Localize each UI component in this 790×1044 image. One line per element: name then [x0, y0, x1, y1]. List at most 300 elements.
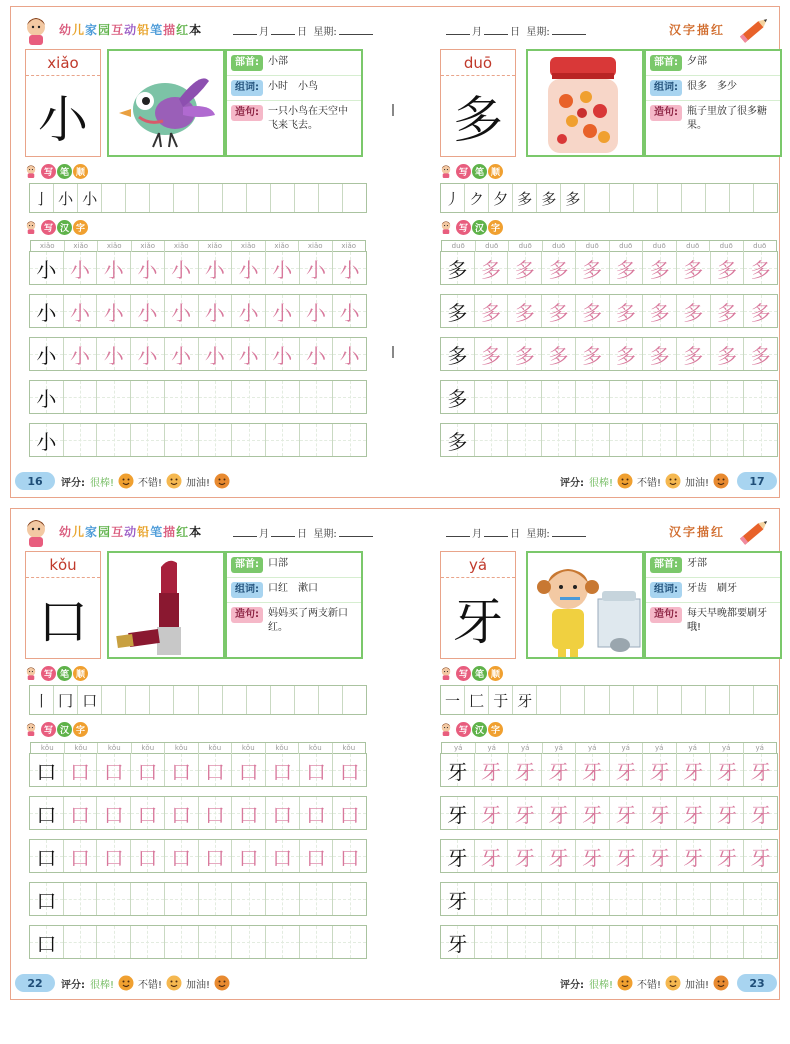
empty-practice-cell[interactable]: [610, 381, 644, 413]
empty-practice-cell[interactable]: [232, 883, 266, 915]
grid-character: 口: [272, 759, 293, 784]
stroke-cell[interactable]: [682, 184, 706, 212]
empty-practice-cell[interactable]: [677, 424, 711, 456]
empty-practice-cell[interactable]: [300, 381, 334, 413]
trace-character-cell[interactable]: [576, 252, 610, 284]
empty-practice-cell[interactable]: [97, 381, 131, 413]
trace-character-cell[interactable]: [64, 840, 98, 872]
empty-practice-cell[interactable]: [333, 424, 366, 456]
day-blank[interactable]: [271, 26, 295, 35]
trace-character-cell[interactable]: [677, 797, 711, 829]
stroke-cell[interactable]: [174, 184, 198, 212]
trace-character-cell[interactable]: [165, 338, 199, 370]
grid-character: 牙: [716, 802, 737, 827]
model-character-cell: [30, 381, 64, 413]
empty-practice-cell[interactable]: [333, 381, 366, 413]
empty-practice-cell[interactable]: [677, 883, 711, 915]
empty-practice-cell[interactable]: [542, 424, 576, 456]
grid-character: 口: [103, 759, 124, 784]
trace-character-cell[interactable]: [333, 338, 366, 370]
trace-character-cell[interactable]: [576, 840, 610, 872]
trace-character-cell[interactable]: [643, 252, 677, 284]
model-character-cell: [441, 840, 475, 872]
grid-character: 牙: [548, 802, 569, 827]
page-footer: [560, 471, 777, 491]
trace-character-cell[interactable]: [677, 338, 711, 370]
grid-character: 口: [305, 759, 326, 784]
trace-character-cell[interactable]: [643, 754, 677, 786]
keep-going-face-icon[interactable]: [713, 473, 729, 489]
write-characters-heading: [23, 217, 89, 237]
empty-practice-cell[interactable]: [542, 883, 576, 915]
stroke-cell[interactable]: [610, 686, 634, 714]
trace-character-cell[interactable]: [64, 295, 98, 327]
trace-character-cell[interactable]: [266, 295, 300, 327]
trace-character-cell[interactable]: [744, 754, 777, 786]
stroke-cell[interactable]: [537, 686, 561, 714]
trace-character-cell[interactable]: [232, 797, 266, 829]
stroke-cell[interactable]: [271, 686, 295, 714]
trace-character-cell[interactable]: [475, 252, 509, 284]
empty-practice-cell[interactable]: [576, 424, 610, 456]
grid-character: 牙: [481, 802, 502, 827]
girl-mascot-icon: [23, 664, 39, 682]
series-title-char: 笔: [150, 525, 164, 539]
series-title-char: 幼: [59, 525, 73, 539]
keep-going-face-icon[interactable]: [713, 975, 729, 991]
pinyin-guide: kǒu: [132, 743, 166, 754]
empty-practice-cell[interactable]: [97, 926, 131, 958]
trace-character-cell[interactable]: [333, 797, 366, 829]
trace-character-cell[interactable]: [643, 295, 677, 327]
trace-character-cell[interactable]: [677, 252, 711, 284]
empty-practice-cell[interactable]: [508, 424, 542, 456]
trace-character-cell[interactable]: [131, 252, 165, 284]
date-line: [444, 525, 588, 540]
great-face-icon[interactable]: [617, 975, 633, 991]
trace-character-cell[interactable]: [475, 840, 509, 872]
trace-character-cell[interactable]: [677, 840, 711, 872]
score-keep-going-label: 加油!: [684, 979, 709, 991]
empty-practice-cell[interactable]: [610, 424, 644, 456]
trace-character-cell[interactable]: [508, 338, 542, 370]
empty-practice-cell[interactable]: [475, 926, 509, 958]
empty-practice-cell[interactable]: [744, 381, 777, 413]
month-blank[interactable]: [446, 528, 470, 537]
stroke-cell: 小: [78, 184, 102, 212]
trace-character-cell[interactable]: [576, 338, 610, 370]
stroke-cell[interactable]: [585, 686, 609, 714]
empty-practice-cell[interactable]: [300, 424, 334, 456]
trace-character-cell[interactable]: [711, 252, 745, 284]
trace-character-cell[interactable]: [610, 840, 644, 872]
trace-character-cell[interactable]: [165, 797, 199, 829]
great-face-icon[interactable]: [118, 975, 134, 991]
empty-practice-cell[interactable]: [643, 381, 677, 413]
pinyin-guide: kǒu: [31, 743, 65, 754]
empty-practice-cell[interactable]: [744, 926, 777, 958]
trace-character-cell[interactable]: [542, 338, 576, 370]
empty-practice-cell[interactable]: [165, 883, 199, 915]
stroke-cell[interactable]: [295, 184, 319, 212]
empty-practice-cell[interactable]: [199, 381, 233, 413]
character-large: 小: [38, 91, 88, 149]
grid-character: 口: [171, 845, 192, 870]
empty-practice-cell[interactable]: [677, 381, 711, 413]
trace-character-cell[interactable]: [64, 338, 98, 370]
stroke-cell[interactable]: [561, 686, 585, 714]
trace-character-cell[interactable]: [64, 797, 98, 829]
trace-character-cell[interactable]: [266, 754, 300, 786]
weekday-blank[interactable]: [339, 528, 373, 537]
trace-character-cell[interactable]: [266, 797, 300, 829]
character-pinyin: xiǎo: [26, 50, 100, 76]
trace-character-cell[interactable]: [199, 252, 233, 284]
great-face-icon[interactable]: [617, 473, 633, 489]
stroke-cell[interactable]: [319, 184, 343, 212]
stroke-cell[interactable]: [658, 686, 682, 714]
empty-practice-cell[interactable]: [64, 424, 98, 456]
trace-character-cell[interactable]: [64, 754, 98, 786]
trace-character-cell[interactable]: [643, 797, 677, 829]
trace-character-cell[interactable]: [508, 252, 542, 284]
grid-character: 多: [615, 343, 636, 368]
trace-character-cell[interactable]: [97, 797, 131, 829]
empty-practice-cell[interactable]: [475, 381, 509, 413]
empty-practice-cell[interactable]: [232, 424, 266, 456]
stroke-cell[interactable]: [102, 686, 126, 714]
stroke-cell[interactable]: [658, 184, 682, 212]
empty-practice-cell[interactable]: [576, 926, 610, 958]
trace-character-cell[interactable]: [266, 840, 300, 872]
trace-character-cell[interactable]: [199, 840, 233, 872]
pinyin-guide: xiǎo: [31, 241, 65, 252]
empty-practice-cell[interactable]: [64, 381, 98, 413]
trace-character-cell[interactable]: [610, 754, 644, 786]
grid-character: 小: [305, 257, 326, 282]
score-good-label: 不错!: [636, 979, 661, 991]
stroke-cell[interactable]: [706, 686, 730, 714]
tracing-row: [29, 380, 367, 414]
trace-character-cell[interactable]: [97, 840, 131, 872]
trace-character-cell[interactable]: [542, 797, 576, 829]
model-character-cell: [441, 252, 475, 284]
weekday-blank[interactable]: [552, 528, 586, 537]
trace-character-cell[interactable]: [576, 754, 610, 786]
trace-character-cell[interactable]: [199, 295, 233, 327]
stroke-cell[interactable]: [150, 184, 174, 212]
month-blank[interactable]: [446, 26, 470, 35]
empty-practice-cell[interactable]: [165, 424, 199, 456]
stroke-cell[interactable]: [174, 686, 198, 714]
series-title-char: 互: [111, 525, 125, 539]
trace-character-cell[interactable]: [199, 754, 233, 786]
weekday-blank[interactable]: [339, 26, 373, 35]
empty-practice-cell[interactable]: [300, 926, 334, 958]
grid-character: 多: [481, 257, 502, 282]
pinyin-guide: yá: [643, 743, 677, 754]
trace-character-cell[interactable]: [199, 338, 233, 370]
trace-character-cell[interactable]: [300, 252, 334, 284]
tracing-row: [440, 925, 778, 959]
stroke-cell[interactable]: [754, 184, 777, 212]
empty-practice-cell[interactable]: [643, 424, 677, 456]
trace-character-cell[interactable]: [508, 797, 542, 829]
stroke-cell[interactable]: [271, 184, 295, 212]
trace-character-cell[interactable]: [542, 754, 576, 786]
trace-character-cell[interactable]: [610, 797, 644, 829]
stroke-cell[interactable]: [730, 184, 754, 212]
empty-practice-cell[interactable]: [508, 883, 542, 915]
trace-character-cell[interactable]: [333, 840, 366, 872]
trace-character-cell[interactable]: [64, 252, 98, 284]
stroke-cell[interactable]: [319, 686, 343, 714]
stroke-cell[interactable]: [223, 184, 247, 212]
grid-character: 牙: [481, 759, 502, 784]
empty-practice-cell[interactable]: [165, 926, 199, 958]
trace-character-cell[interactable]: [711, 797, 745, 829]
stroke-cell[interactable]: [247, 686, 271, 714]
series-title-char: 儿: [72, 525, 86, 539]
trace-character-cell[interactable]: [475, 754, 509, 786]
empty-practice-cell[interactable]: [677, 926, 711, 958]
stroke-cell[interactable]: [126, 184, 150, 212]
empty-practice-cell[interactable]: [711, 926, 745, 958]
stroke-cell[interactable]: [706, 184, 730, 212]
score-good-label: 不错!: [636, 477, 661, 489]
trace-character-cell[interactable]: [508, 295, 542, 327]
trace-character-cell[interactable]: [232, 840, 266, 872]
empty-practice-cell[interactable]: [232, 381, 266, 413]
empty-practice-cell[interactable]: [300, 883, 334, 915]
empty-practice-cell[interactable]: [199, 424, 233, 456]
empty-practice-cell[interactable]: [610, 926, 644, 958]
stroke-cell[interactable]: [223, 686, 247, 714]
trace-character-cell[interactable]: [131, 754, 165, 786]
stroke-cell[interactable]: [585, 184, 609, 212]
stroke-cell[interactable]: [343, 184, 366, 212]
trace-character-cell[interactable]: [266, 338, 300, 370]
stroke-cell[interactable]: [295, 686, 319, 714]
tracing-row: [29, 839, 367, 873]
empty-practice-cell[interactable]: [266, 424, 300, 456]
empty-practice-cell[interactable]: [711, 424, 745, 456]
trace-character-cell[interactable]: [131, 338, 165, 370]
trace-character-cell[interactable]: [300, 754, 334, 786]
pinyin-guide-strip: [441, 240, 777, 252]
words-row: [646, 577, 780, 602]
stroke-cell[interactable]: [247, 184, 271, 212]
pinyin-guide: kǒu: [299, 743, 333, 754]
empty-practice-cell[interactable]: [232, 926, 266, 958]
day-blank[interactable]: [484, 528, 508, 537]
character-large: 口: [38, 593, 88, 651]
empty-practice-cell[interactable]: [266, 926, 300, 958]
trace-character-cell[interactable]: [475, 338, 509, 370]
trace-character-cell[interactable]: [333, 295, 366, 327]
trace-character-cell[interactable]: [508, 754, 542, 786]
trace-character-cell[interactable]: [542, 295, 576, 327]
grid-character: 多: [649, 257, 670, 282]
grid-character: 多: [548, 343, 569, 368]
trace-character-cell[interactable]: [165, 295, 199, 327]
empty-practice-cell[interactable]: [508, 926, 542, 958]
empty-practice-cell[interactable]: [333, 926, 366, 958]
trace-character-cell[interactable]: [131, 840, 165, 872]
trace-character-cell[interactable]: [576, 797, 610, 829]
trace-character-cell[interactable]: [232, 295, 266, 327]
empty-practice-cell[interactable]: [643, 883, 677, 915]
stroke-cell[interactable]: [343, 686, 366, 714]
good-face-icon[interactable]: [665, 975, 681, 991]
day-blank[interactable]: [271, 528, 295, 537]
trace-character-cell[interactable]: [131, 295, 165, 327]
page-number: 22: [15, 974, 55, 992]
empty-practice-cell[interactable]: [131, 424, 165, 456]
stroke-cell[interactable]: [754, 686, 777, 714]
heading-char: 字: [73, 722, 88, 737]
empty-practice-cell[interactable]: [542, 381, 576, 413]
stroke-cell[interactable]: [102, 184, 126, 212]
trace-character-cell[interactable]: [300, 840, 334, 872]
empty-practice-cell[interactable]: [131, 883, 165, 915]
stroke-cell[interactable]: [126, 686, 150, 714]
trace-character-cell[interactable]: [610, 295, 644, 327]
trace-character-cell[interactable]: [744, 338, 777, 370]
trace-character-cell[interactable]: [744, 295, 777, 327]
trace-character-cell[interactable]: [677, 754, 711, 786]
empty-practice-cell[interactable]: [266, 381, 300, 413]
trace-character-cell[interactable]: [300, 797, 334, 829]
trace-character-cell[interactable]: [475, 797, 509, 829]
trace-character-cell[interactable]: [266, 252, 300, 284]
empty-practice-cell[interactable]: [508, 381, 542, 413]
trace-character-cell[interactable]: [542, 840, 576, 872]
trace-character-cell[interactable]: [165, 252, 199, 284]
empty-practice-cell[interactable]: [643, 926, 677, 958]
trace-character-cell[interactable]: [97, 295, 131, 327]
good-face-icon[interactable]: [166, 975, 182, 991]
trace-character-cell[interactable]: [300, 295, 334, 327]
great-face-icon[interactable]: [118, 473, 134, 489]
empty-practice-cell[interactable]: [576, 883, 610, 915]
trace-character-cell[interactable]: [232, 754, 266, 786]
trace-character-cell[interactable]: [711, 338, 745, 370]
month-blank[interactable]: [233, 26, 257, 35]
stroke-cell[interactable]: [150, 686, 174, 714]
stroke-order-row: [29, 183, 367, 213]
empty-practice-cell[interactable]: [97, 883, 131, 915]
empty-practice-cell[interactable]: [266, 883, 300, 915]
empty-practice-cell[interactable]: [64, 926, 98, 958]
empty-practice-cell[interactable]: [576, 381, 610, 413]
grid-character: 口: [171, 802, 192, 827]
stroke-cell: ク: [465, 184, 489, 212]
trace-character-cell[interactable]: [333, 754, 366, 786]
empty-practice-cell[interactable]: [744, 883, 777, 915]
trace-character-cell[interactable]: [300, 338, 334, 370]
tracing-row: [440, 796, 778, 830]
good-face-icon[interactable]: [665, 473, 681, 489]
empty-practice-cell[interactable]: [97, 424, 131, 456]
trace-character-cell[interactable]: [744, 840, 777, 872]
weekday-blank[interactable]: [552, 26, 586, 35]
empty-practice-cell[interactable]: [131, 926, 165, 958]
empty-practice-cell[interactable]: [475, 883, 509, 915]
trace-character-cell[interactable]: [165, 754, 199, 786]
month-blank[interactable]: [233, 528, 257, 537]
sentence-tag: 造句:: [231, 105, 263, 121]
trace-character-cell[interactable]: [610, 338, 644, 370]
empty-practice-cell[interactable]: [610, 883, 644, 915]
stroke-cell[interactable]: [199, 184, 223, 212]
empty-practice-cell[interactable]: [64, 883, 98, 915]
trace-character-cell[interactable]: [508, 840, 542, 872]
keep-going-face-icon[interactable]: [214, 473, 230, 489]
empty-practice-cell[interactable]: [475, 424, 509, 456]
stroke-cell[interactable]: [634, 686, 658, 714]
trace-character-cell[interactable]: [711, 754, 745, 786]
empty-practice-cell[interactable]: [333, 883, 366, 915]
trace-character-cell[interactable]: [643, 840, 677, 872]
trace-character-cell[interactable]: [576, 295, 610, 327]
trace-character-cell[interactable]: [97, 754, 131, 786]
trace-character-cell[interactable]: [232, 252, 266, 284]
empty-practice-cell[interactable]: [165, 381, 199, 413]
empty-practice-cell[interactable]: [744, 424, 777, 456]
stroke-cell[interactable]: [730, 686, 754, 714]
trace-character-cell[interactable]: [97, 252, 131, 284]
stroke-cell: 小: [54, 184, 78, 212]
day-blank[interactable]: [484, 26, 508, 35]
stroke-cell[interactable]: [634, 184, 658, 212]
empty-practice-cell[interactable]: [711, 381, 745, 413]
stroke-cell[interactable]: [682, 686, 706, 714]
trace-character-cell[interactable]: [610, 252, 644, 284]
trace-character-cell[interactable]: [542, 252, 576, 284]
character-info-panel: [644, 551, 782, 659]
model-character-cell: [30, 754, 64, 786]
stroke-cell: 冂: [54, 686, 78, 714]
trace-character-cell[interactable]: [199, 797, 233, 829]
stroke-cell[interactable]: [610, 184, 634, 212]
trace-character-cell[interactable]: [711, 840, 745, 872]
trace-character-cell[interactable]: [475, 295, 509, 327]
trace-character-cell[interactable]: [643, 338, 677, 370]
grid-character: 牙: [514, 845, 535, 870]
trace-character-cell[interactable]: [333, 252, 366, 284]
keep-going-face-icon[interactable]: [214, 975, 230, 991]
empty-practice-cell[interactable]: [131, 381, 165, 413]
trace-character-cell[interactable]: [677, 295, 711, 327]
date-line: [231, 525, 375, 540]
trace-character-cell[interactable]: [165, 840, 199, 872]
trace-character-cell[interactable]: [744, 797, 777, 829]
trace-character-cell[interactable]: [232, 338, 266, 370]
grid-character: 口: [103, 845, 124, 870]
trace-character-cell[interactable]: [744, 252, 777, 284]
empty-practice-cell[interactable]: [711, 883, 745, 915]
empty-practice-cell[interactable]: [542, 926, 576, 958]
empty-practice-cell[interactable]: [199, 926, 233, 958]
trace-character-cell[interactable]: [131, 797, 165, 829]
stroke-cell[interactable]: [199, 686, 223, 714]
trace-character-cell[interactable]: [711, 295, 745, 327]
trace-character-cell[interactable]: [97, 338, 131, 370]
empty-practice-cell[interactable]: [199, 883, 233, 915]
good-face-icon[interactable]: [166, 473, 182, 489]
grid-character: 小: [204, 343, 225, 368]
